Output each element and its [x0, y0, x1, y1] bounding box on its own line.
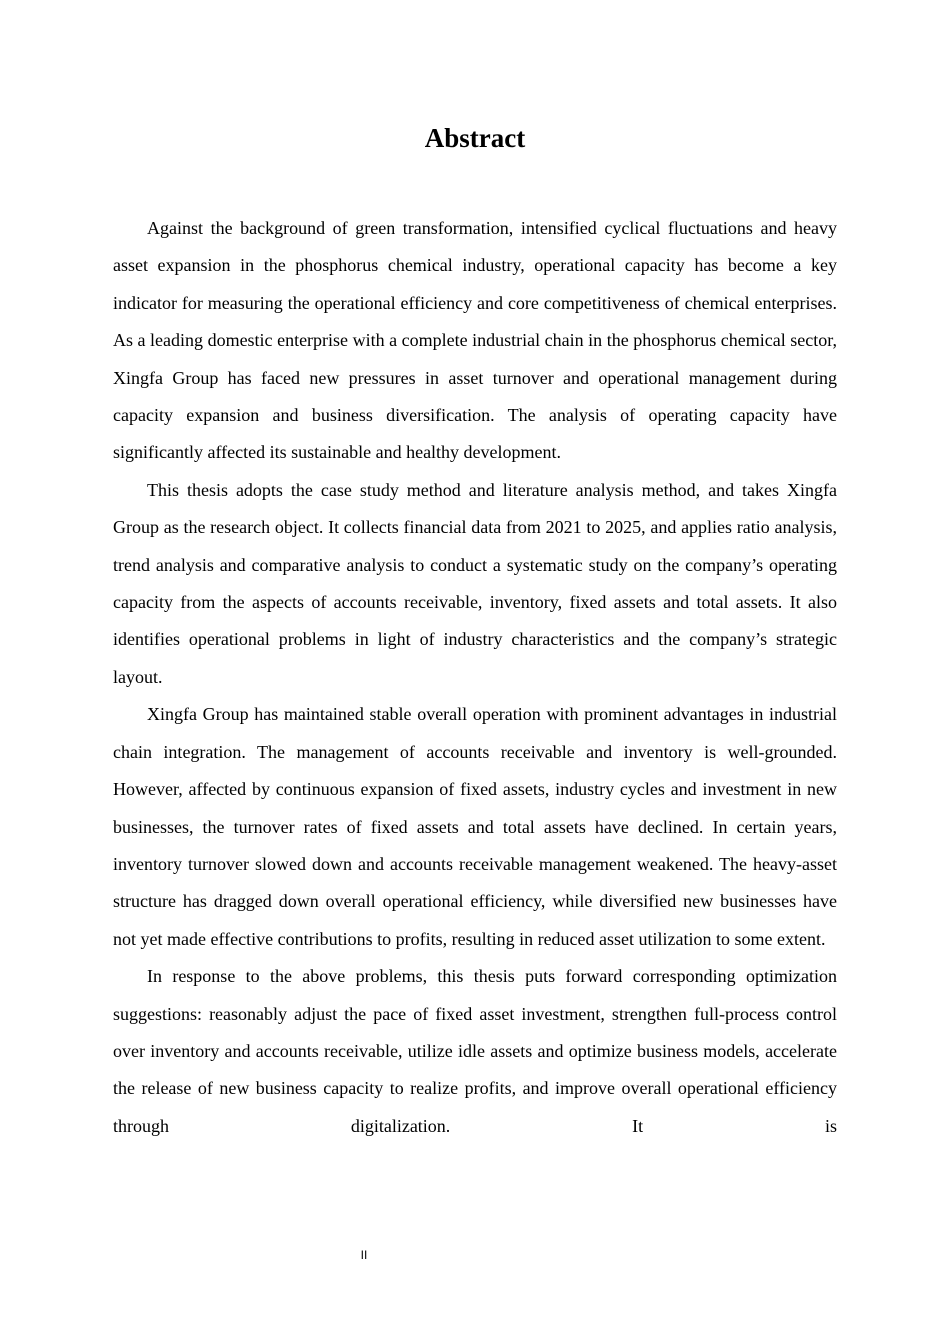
abstract-paragraph-3: Xingfa Group has maintained stable overall operation with prominent advantages in industrial chain integration. The management of accounts receivable and inventory is well-grounded. However, affected by continuous expansion of fixed assets, industry cycles and investment in new businesses, the turnover rates of fixed assets and total assets have declined. In certain years, inventory turnover slowed down and accounts receivable management weakened. The heavy-asset structure has dragged down overall operational efficiency, while diversified new businesses have not yet made effective contributions to profits, resulting in reduced asset utilization to some extent.: [113, 704, 837, 949]
abstract-paragraph-4: In response to the above problems, this thesis puts forward corresponding optimization suggestions: reasonably adjust the pace of fixed asset investment, strengthen full-process control over inventory and accounts receivable, utilize idle assets and optimize business models, accelerate the release of new business capacity to realize profits, and improve overall operational efficiency through digitalization. It is: [113, 966, 837, 1136]
abstract-paragraph-2: This thesis adopts the case study method and literature analysis method, and takes Xingfa Group as the research object. It collects financial data from 2021 to 2025, and applies ratio analysis, trend analysis and comparative analysis to conduct a systematic study on the company’s operating capacity from the aspects of accounts receivable, inventory, fixed assets and total assets. It also identifies operational problems in light of industry characteristics and the company’s strategic layout.: [113, 479, 837, 687]
page-number: II: [360, 1248, 368, 1262]
page-title: Abstract: [424, 123, 526, 153]
abstract-body: [113, 210, 837, 1145]
abstract-paragraph-1: Against the background of green transformation, intensified cyclical fluctuations and heavy asset expansion in the phosphorus chemical industry, operational capacity has become a key indicator for measuring the operational efficiency and core competitiveness of chemical enterprises. As a leading domestic enterprise with a complete industrial chain in the phosphorus chemical sector, Xingfa Group has faced new pressures in asset turnover and operational management during capacity expansion and business diversification. The analysis of operating capacity have significantly affected its sustainable and healthy development.: [113, 218, 837, 463]
